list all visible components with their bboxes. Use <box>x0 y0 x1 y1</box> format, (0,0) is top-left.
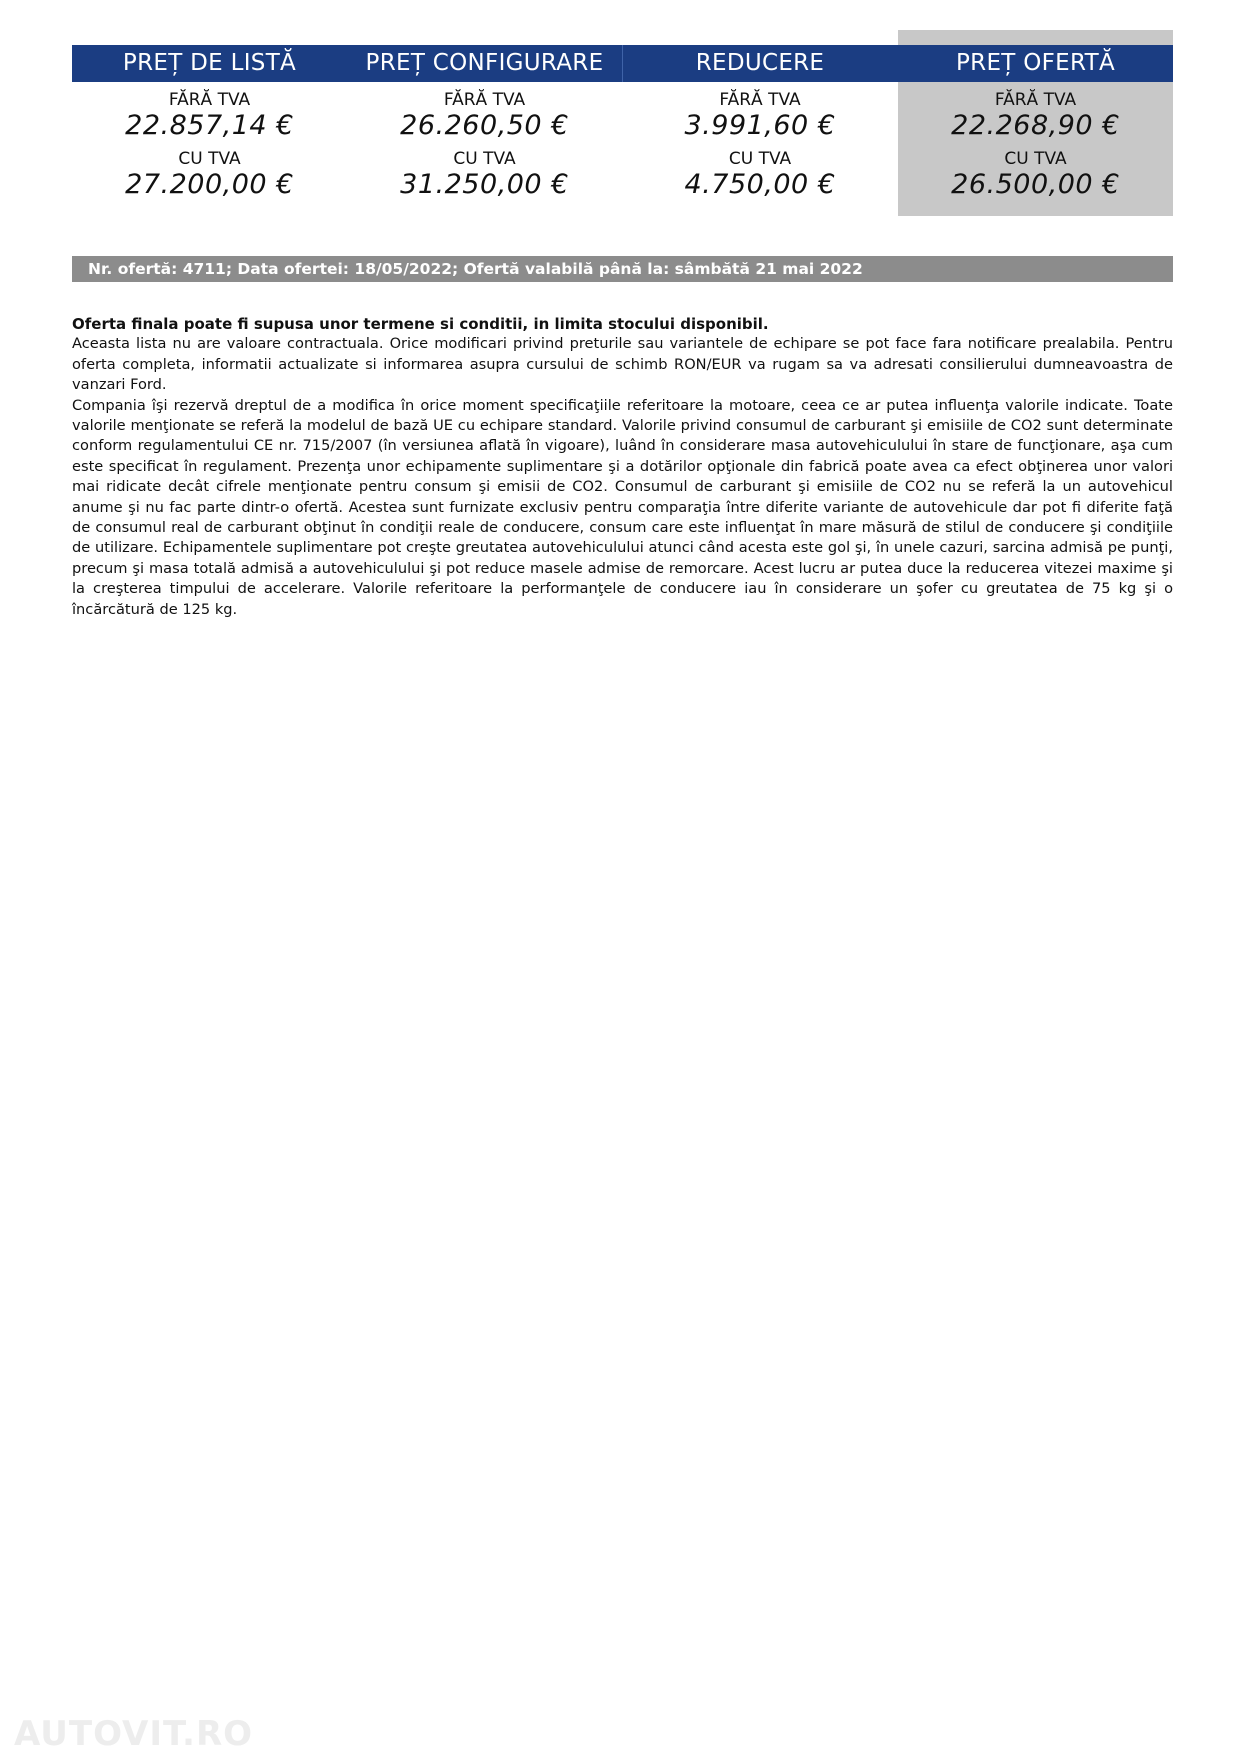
price-table <box>72 30 1173 216</box>
watermark-logo: AUTOVIT.RO <box>14 1714 254 1754</box>
list-price-title: PREȚ DE LISTĂ <box>122 50 297 76</box>
list-price-with-vat-value: 27.200,00 € <box>125 169 294 200</box>
configuration-price-without-vat-label: FĂRĂ TVA <box>443 90 526 110</box>
configuration-price-without-vat-value: 26.260,50 € <box>400 110 569 141</box>
terms-paragraph-emissions: Compania îşi rezervă dreptul de a modifica în orice moment specificaţiile referitoare la motoare, ceea ce ar putea influenţa valorile indicate. Toate valorile menţionate se referă la modelul de bază UE cu echipare standard. Valorile privind consumul de carburant şi emisiile de CO2 sunt determinate conform regulamentului CE nr. 715/2007 (în versiunea aflată în vigoare), luând în considerare masa autovehiculului în stare de funcţionare, aşa cum este specificat în regulament. Prezenţa unor echipamente suplimentare şi a dotărilor opţionale din fabrică poate avea ca efect obţinerea unor valori mai ridicate decât cifrele menţionate pentru consum şi emisii de CO2. Consumul de carburant şi emisiile de CO2 nu se referă la un autovehicul anume şi nu fac parte dintr-o ofertă. Acestea sunt furnizate exclusiv pentru comparaţia între diferite variante de autovehicule dar pot fi diferite faţă de consumul real de carburant obţinut în condiţii reale de conducere, consum care este influenţat în mare măsură de stilul de conducere şi condiţiile de utilizare. Echipamentele suplimentare pot creşte greutatea autovehiculului atunci când acesta este gol şi, în unele cazuri, sarcina admisă pe punţi, precum şi masa totală admisă a autovehiculului şi pot reduce masele admise de remorcare. Acest lucru ar putea duce la reducerea vitezei maxime şi la creşterea timpului de accelerare. Valorile referitoare la performanţele de conducere iau în considerare un şofer cu greutatea de 75 kg şi o încărcătură de 125 kg. <box>72 396 1173 618</box>
list-price-with-vat-label: CU TVA <box>178 149 241 169</box>
offer-price-without-vat-value: 22.268,90 € <box>951 110 1120 141</box>
offer-price-with-vat-value: 26.500,00 € <box>951 169 1120 200</box>
terms-section <box>72 314 1173 620</box>
terms-heading: Oferta finala poate fi supusa unor termene si conditii, in limita stocului disponibil. <box>72 315 769 333</box>
offer-price-with-vat-label: CU TVA <box>1004 149 1067 169</box>
discount-with-vat-label: CU TVA <box>728 149 792 169</box>
configuration-price-column <box>347 30 622 216</box>
list-price-column <box>72 30 347 216</box>
offer-price-column <box>898 30 1173 216</box>
list-price-without-vat-value: 22.857,14 € <box>125 110 294 141</box>
discount-title: REDUCERE <box>695 50 825 76</box>
discount-with-vat-value: 4.750,00 € <box>684 169 836 200</box>
offer-price-title: PREȚ OFERTĂ <box>956 50 1115 76</box>
discount-without-vat-label: FĂRĂ TVA <box>719 90 801 110</box>
offer-info-bar: Nr. ofertă: 4711; Data ofertei: 18/05/2022; Ofertă valabilă până la: sâmbătă 21 mai 2022 <box>72 256 1173 282</box>
terms-paragraph-contract: Aceasta lista nu are valoare contractuala. Orice modificari privind preturile sau variantele de echipare se pot face fara notificare prealabila. Pentru oferta completa, informatii actualizate si informarea asupra cursului de schimb RON/EUR va rugam sa va adresati consilierului dumneavoastra de vanzari Ford. <box>72 335 1173 394</box>
configuration-price-with-vat-value: 31.250,00 € <box>400 169 569 200</box>
offer-price-without-vat-label: FĂRĂ TVA <box>994 90 1077 110</box>
discount-without-vat-value: 3.991,60 € <box>684 110 836 141</box>
discount-column <box>622 30 898 216</box>
configuration-price-title: PREȚ CONFIGURARE <box>365 50 604 76</box>
list-price-without-vat-label: FĂRĂ TVA <box>168 90 251 110</box>
configuration-price-with-vat-label: CU TVA <box>453 149 516 169</box>
